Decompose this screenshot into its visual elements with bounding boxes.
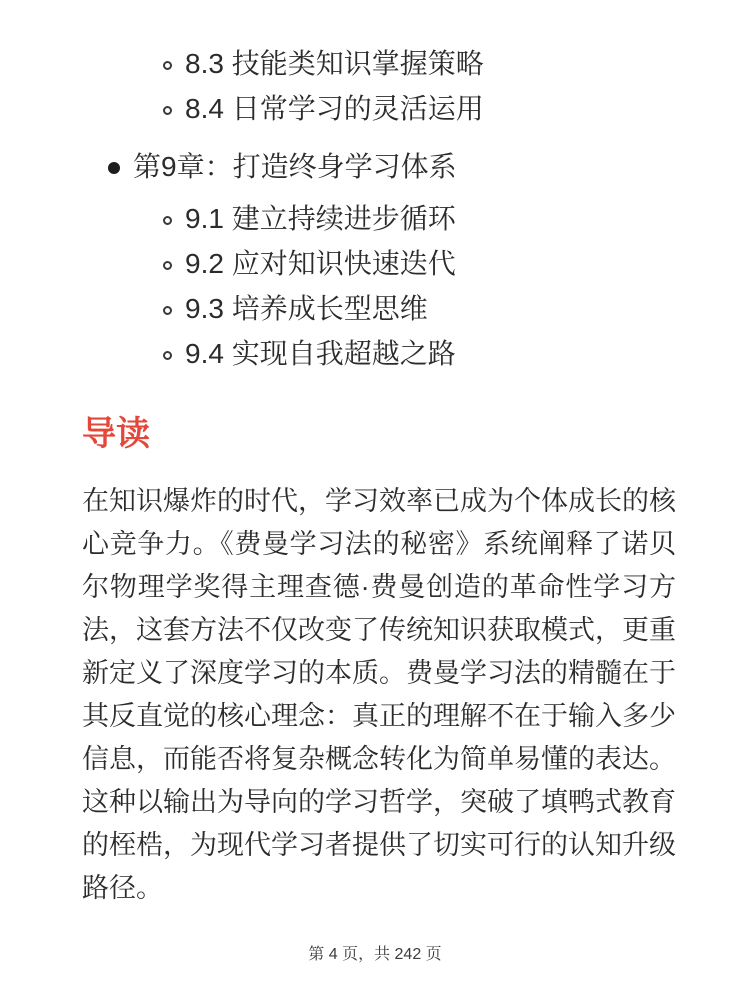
toc-subitem: [82, 248, 672, 280]
toc-subitem: [82, 338, 672, 370]
toc-subitem-label: 9.2 应对知识快速迭代: [185, 248, 456, 279]
toc-subitem: [82, 293, 672, 325]
bullet-disc-icon: [108, 162, 120, 174]
toc-subitem: [82, 203, 672, 235]
toc-subitem-label: 9.4 实现自我超越之路: [185, 338, 456, 369]
toc-subitem-label: 8.4 日常学习的灵活运用: [185, 93, 484, 124]
toc-sublist-chapter9: [82, 203, 672, 370]
section-heading: 导读: [82, 415, 150, 453]
toc-chapter-9: [82, 151, 672, 183]
toc-subitem-label: 8.3 技能类知识掌握策略: [185, 48, 484, 79]
toc-subitem: [82, 48, 672, 80]
intro-paragraph: 在知识爆炸的时代，学习效率已成为个体成长的核心竞争力。《费曼学习法的秘密》系统阐释了诺贝尔物理学奖得主理查德·费曼创造的革命性学习方法，这套方法不仅改变了传统知识获取模式，更重新定义了深度学习的本质。费曼学习法的精髓在于其反直觉的核心理念：真正的理解不在于输入多少信息，而能否将复杂概念转化为简单易懂的表达。这种以输出为导向的学习哲学，突破了填鸭式教育的桎梏，为现代学习者提供了切实可行的认知升级路径。: [82, 486, 676, 903]
bullet-circle-icon: [163, 216, 172, 225]
toc-subitem-label: 9.3 培养成长型思维: [185, 293, 428, 324]
toc-subitem: [82, 93, 672, 125]
toc-sublist-chapter8: [82, 48, 672, 125]
toc-chapter-label: 第9章：打造终身学习体系: [133, 151, 457, 182]
bullet-circle-icon: [163, 306, 172, 315]
bullet-circle-icon: [163, 61, 172, 70]
toc-subitem-label: 9.1 建立持续进步循环: [185, 203, 456, 234]
bullet-circle-icon: [163, 106, 172, 115]
bullet-circle-icon: [163, 261, 172, 270]
bullet-circle-icon: [163, 351, 172, 360]
page-number-indicator: 第 4 页，共 242 页: [308, 946, 442, 963]
